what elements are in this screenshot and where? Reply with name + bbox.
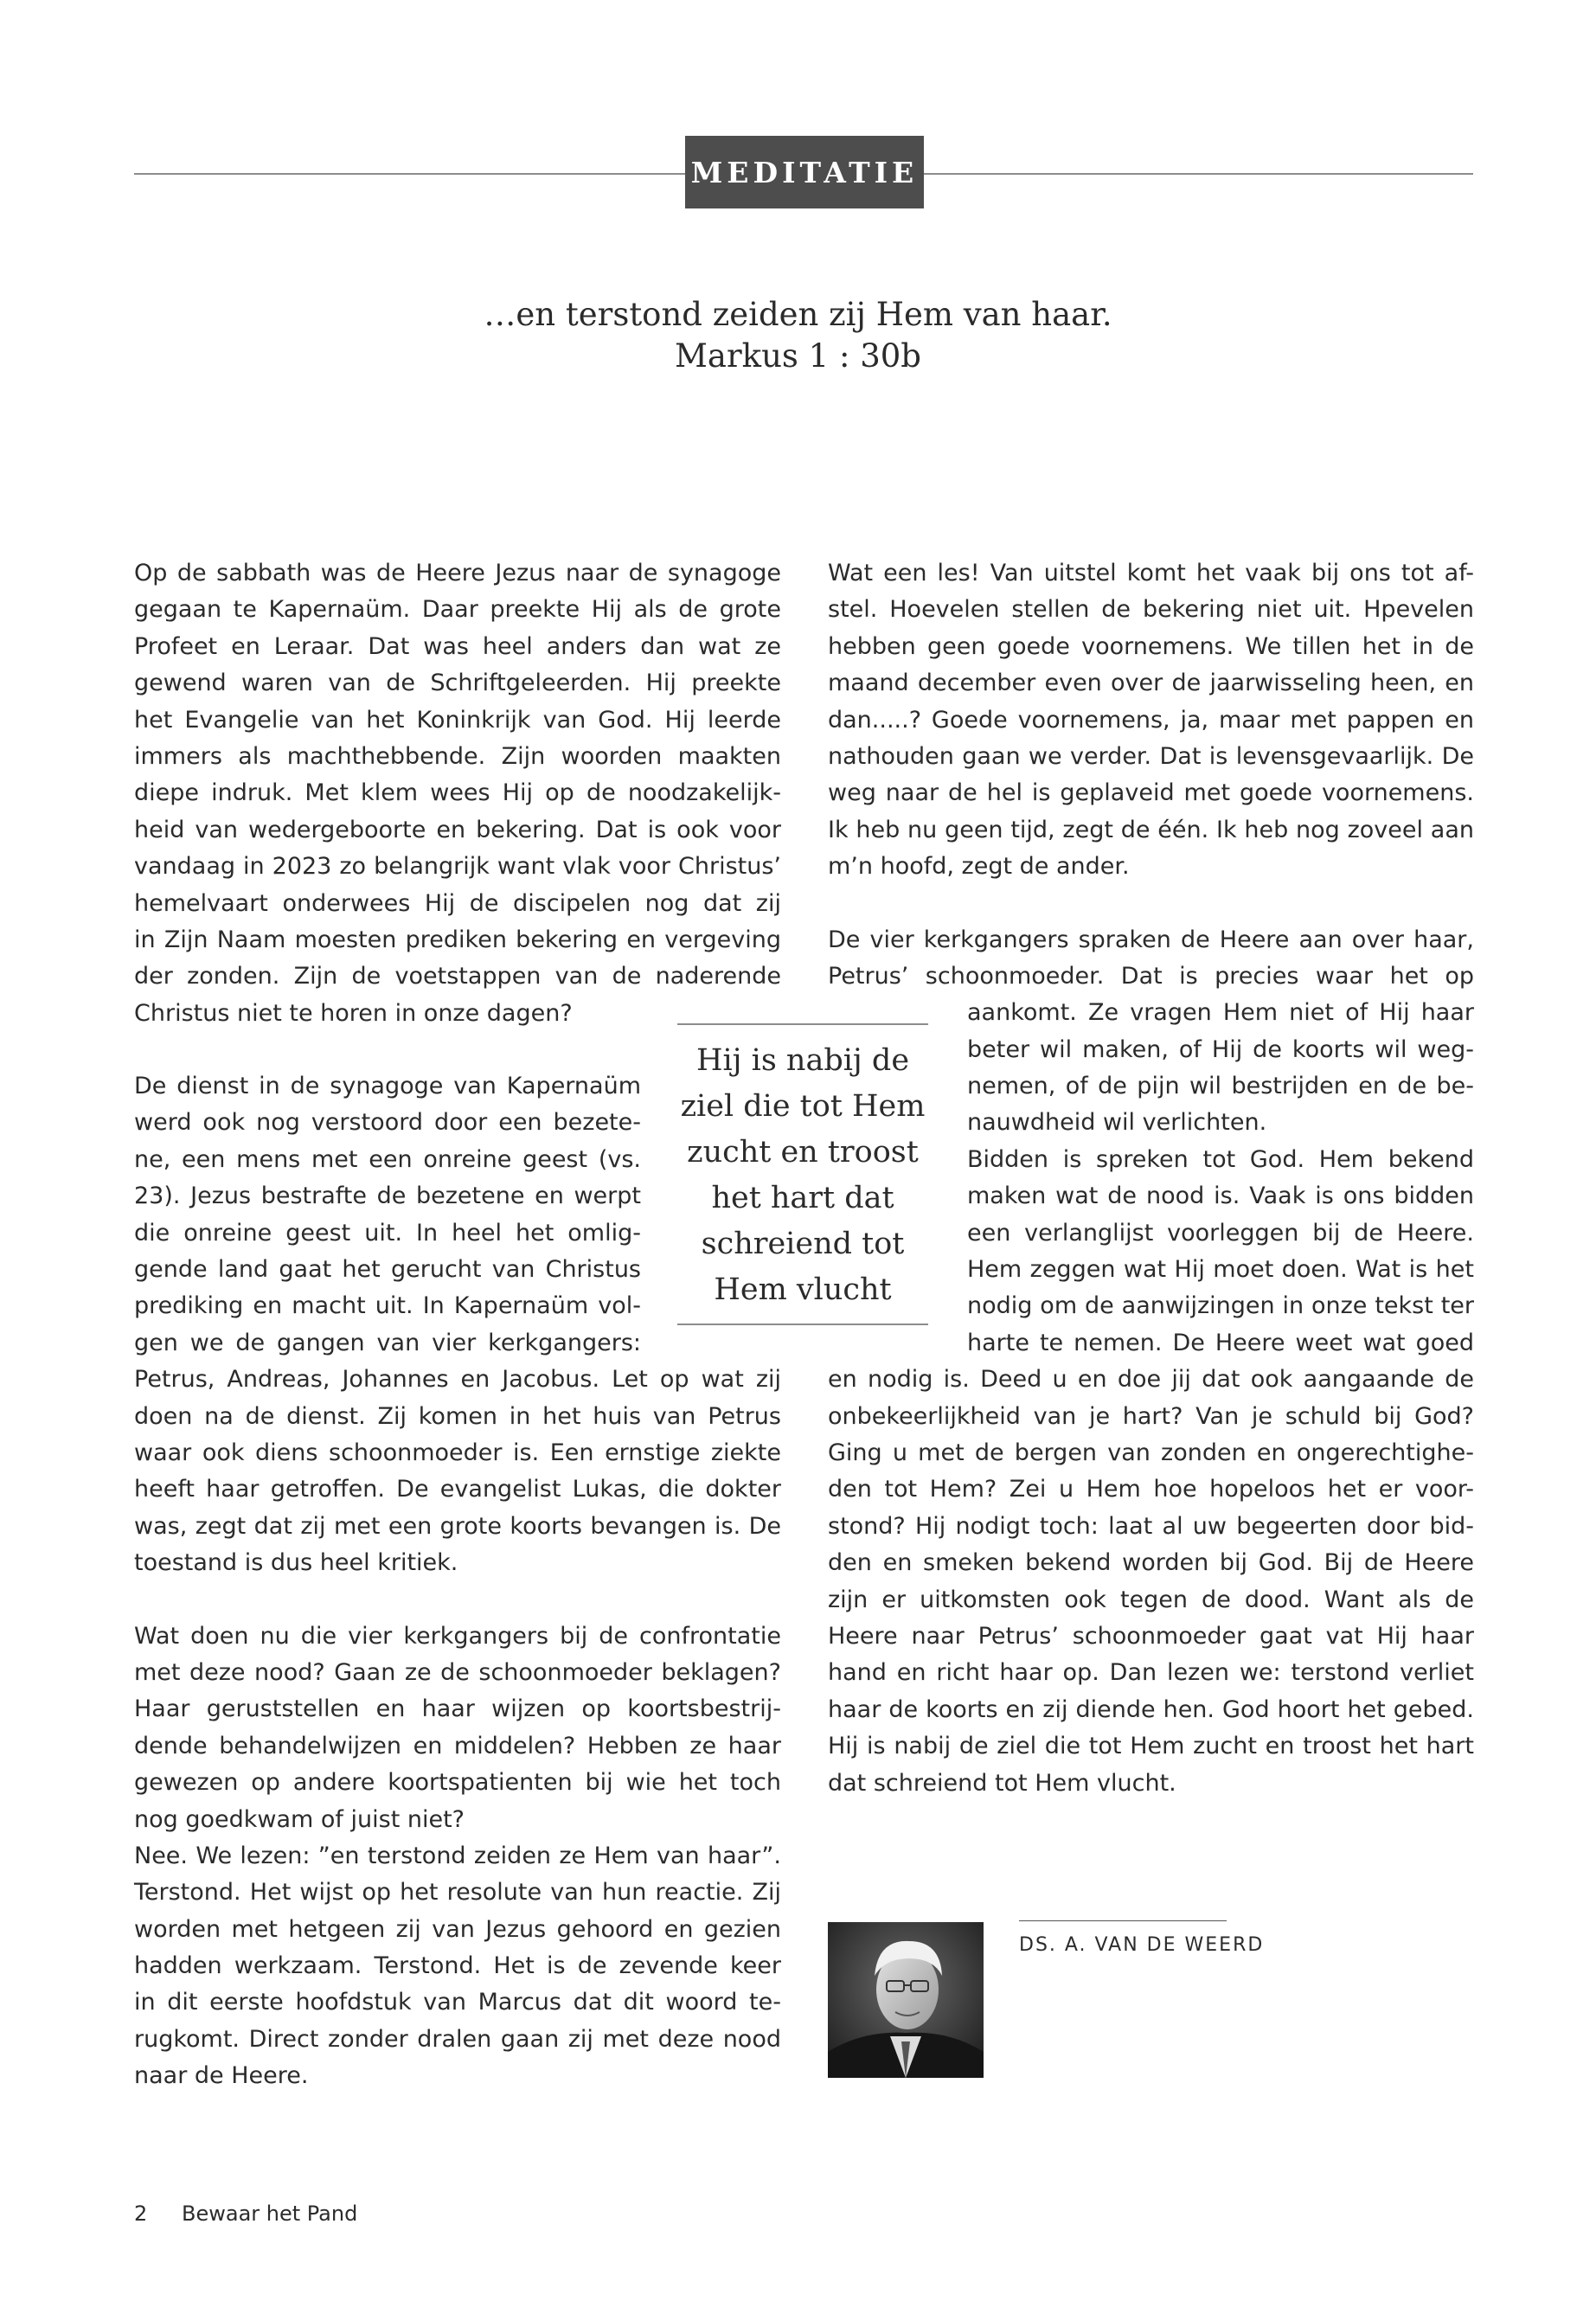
text-line: waar ook diens schoonmoeder is. Een ernstige ziekte (134, 1439, 781, 1466)
header-rule-right (924, 173, 1473, 175)
author-name: DS. A. VAN DE WEERD (1019, 1934, 1265, 1956)
epigraph-reference: Markus 1 : 30b (675, 337, 921, 375)
text-line: worden met hetgeen zij van Jezus gehoord en gezien (134, 1915, 781, 1943)
text-line: gewend waren van de Schriftgeleerden. Hij preekte (134, 670, 781, 697)
text-line: hadden werkzaam. Terstond. Het is de zevende keer (134, 1952, 781, 1980)
text-line: heeft haar getroffen. De evangelist Lukas, die dokter (134, 1476, 781, 1503)
text-line: aankomt. Ze vragen Hem niet of Hij haar (967, 999, 1474, 1027)
pull-quote-line: zucht en troost (687, 1135, 919, 1170)
text-line: naar de Heere. (134, 2062, 309, 2090)
text-line: harte te nemen. De Heere weet wat goed (967, 1329, 1474, 1356)
author-photo (828, 1922, 984, 2078)
text-line: nog goedkwam of juist niet? (134, 1805, 465, 1833)
text-line: een verlanglijst voorleggen bij de Heere. (967, 1219, 1474, 1247)
text-line: heid van wedergeboorte en bekering. Dat is ook voor (134, 816, 781, 843)
text-line: hemelvaart onderwees Hij de discipelen nog dat zij (134, 889, 781, 917)
text-line: beter wil maken, of Hij de koorts wil weg- (967, 1035, 1474, 1063)
text-line: stel. Hoevelen stellen de bekering niet uit. Hpevelen (828, 596, 1474, 624)
text-line: met deze nood? Gaan ze de schoonmoeder beklagen? (134, 1658, 781, 1686)
text-line: De dienst in de synagoge van Kapernaüm (134, 1073, 641, 1100)
text-line: hebben geen goede voornemens. We tillen het in de (828, 632, 1474, 660)
text-line: gegaan te Kapernaüm. Daar preekte Hij als de grote (134, 596, 781, 624)
text-line: Christus niet te horen in onze dagen? (134, 999, 573, 1027)
publication-name: Bewaar het Pand (182, 2202, 358, 2226)
text-line: Petrus’ schoonmoeder. Dat is precies waar het op (828, 962, 1474, 990)
text-line: haar de koorts en zij diende hen. God hoort het gebed. (828, 1695, 1474, 1723)
text-line: 23). Jezus bestrafte de bezetene en werpt (134, 1183, 641, 1210)
pull-quote-line: het hart dat (711, 1181, 894, 1215)
pull-quote-line: Hij is nabij de (695, 1043, 910, 1078)
text-line: m’n hoofd, zegt de ander. (828, 853, 1130, 881)
text-line: Heere naar Petrus’ schoonmoeder gaat vat Hij haar (828, 1622, 1474, 1650)
paragraph (134, 555, 781, 1032)
paragraph (134, 1618, 781, 2095)
text-line: Hem zeggen wat Hij moet doen. Wat is het (967, 1256, 1474, 1284)
pull-quote-rule-top (677, 1023, 928, 1025)
epigraph (346, 294, 1250, 377)
text-line: Ik heb nu geen tijd, zegt de één. Ik heb nog zoveel aan (828, 816, 1474, 843)
pull-quote (677, 1038, 928, 1313)
text-line: diepe indruk. Met klem wees Hij op de noodzakelijk- (134, 779, 781, 807)
text-line: nauwdheid wil verlichten. (967, 1109, 1267, 1137)
epigraph-text: …en terstond zeiden zij Hem van haar. (484, 296, 1112, 333)
pull-quote-rule-bottom (677, 1324, 928, 1325)
text-line: weg naar de hel is geplaveid met goede voornemens. (828, 779, 1474, 807)
text-line: toestand is dus heel kritiek. (134, 1549, 458, 1577)
text-line: onbekeerlijkheid van je hart? Van je schuld bij God? (828, 1402, 1474, 1430)
text-line: Nee. We lezen: ”en terstond zeiden ze Hem van haar”. (134, 1842, 781, 1869)
section-label: MEDITATIE (685, 136, 924, 208)
text-line: nathouden gaan we verder. Dat is levensgevaarlijk. De (828, 742, 1474, 770)
text-line: Bidden is spreken tot God. Hem bekend (967, 1145, 1474, 1173)
text-line: Wat een les! Van uitstel komt het vaak bij ons tot af- (828, 560, 1474, 586)
text-line: zijn er uitkomsten ook tegen de dood. Want als de (828, 1586, 1474, 1613)
text-line: gen we de gangen van vier kerkgangers: (134, 1329, 641, 1356)
text-line: prediking en macht uit. In Kapernaüm vol- (134, 1292, 641, 1320)
text-line: stond? Hij nodigt toch: laat al uw begeerten door bid- (828, 1512, 1474, 1540)
pull-quote-line: schreiend tot (701, 1227, 905, 1261)
author-rule (1019, 1920, 1227, 1921)
text-line: in Zijn Naam moesten prediken bekering en vergeving (134, 926, 781, 953)
text-line: Ging u met de bergen van zonden en ongerechtighe- (828, 1439, 1474, 1466)
text-line: en nodig is. Deed u en doe jij dat ook aangaande de (828, 1366, 1474, 1394)
text-line: vandaag in 2023 zo belangrijk want vlak voor Christus’ (134, 853, 781, 881)
page-number: 2 (134, 2202, 148, 2226)
text-line: Terstond. Het wijst op het resolute van hun reactie. Zij (134, 1879, 781, 1907)
text-line: dan.....? Goede voornemens, ja, maar met pappen en (828, 706, 1474, 734)
text-line: nodig om de aanwijzingen in onze tekst ter (967, 1292, 1474, 1320)
header-rule-left (134, 173, 686, 175)
text-line: Petrus, Andreas, Johannes en Jacobus. Let op wat zij (134, 1366, 781, 1394)
text-line: Hij is nabij de ziel die tot Hem zucht en troost het hart (828, 1733, 1474, 1760)
text-line: het Evangelie van het Koninkrijk van God. Hij leerde (134, 706, 781, 734)
paragraph (828, 555, 1474, 886)
text-line: dende behandelwijzen en middelen? Hebben ze haar (134, 1732, 781, 1759)
text-line: Profeet en Leraar. Dat was heel anders dan wat ze (134, 632, 781, 660)
pull-quote-line: Hem vlucht (714, 1272, 892, 1307)
text-line: gewezen op andere koortspatienten bij wie het toch (134, 1769, 781, 1797)
text-line: dat schreiend tot Hem vlucht. (828, 1769, 1176, 1797)
text-line: der zonden. Zijn de voetstappen van de naderende (134, 963, 781, 990)
text-line: De vier kerkgangers spraken de Heere aan over haar, (828, 926, 1474, 953)
text-line: Wat doen nu die vier kerkgangers bij de confrontatie (134, 1622, 781, 1650)
text-line: werd ook nog verstoord door een bezete- (134, 1109, 641, 1137)
pull-quote-line: ziel die tot Hem (680, 1089, 926, 1124)
text-line: den tot Hem? Zei u Hem hoe hopeloos het er voor- (828, 1476, 1474, 1503)
text-line: was, zegt dat zij met een grote koorts bevangen is. De (134, 1512, 781, 1540)
text-line: maand december even over de jaarwisseling heen, en (828, 670, 1474, 697)
text-line: nemen, of de pijn wil bestrijden en de be- (967, 1073, 1474, 1100)
text-line: Op de sabbath was de Heere Jezus naar de synagoge (134, 560, 781, 586)
text-line: maken wat de nood is. Vaak is ons bidden (967, 1183, 1474, 1210)
text-line: ne, een mens met een onreine geest (vs. (134, 1145, 641, 1173)
text-line: hand en richt haar op. Dan lezen we: terstond verliet (828, 1659, 1474, 1687)
text-line: immers als machthebbende. Zijn woorden maakten (134, 742, 781, 770)
text-line: den en smeken bekend worden bij God. Bij de Heere (828, 1549, 1474, 1577)
text-line: doen na de dienst. Zij komen in het huis van Petrus (134, 1402, 781, 1430)
text-line: die onreine geest uit. In heel het omlig- (134, 1219, 641, 1247)
text-line: gende land gaat het gerucht van Christus (134, 1256, 641, 1284)
text-line: Haar geruststellen en haar wijzen op koortsbestrij- (134, 1695, 781, 1723)
text-line: rugkomt. Direct zonder dralen gaan zij met deze nood (134, 2025, 781, 2053)
text-line: in dit eerste hoofdstuk van Marcus dat dit woord te- (134, 1989, 781, 2016)
